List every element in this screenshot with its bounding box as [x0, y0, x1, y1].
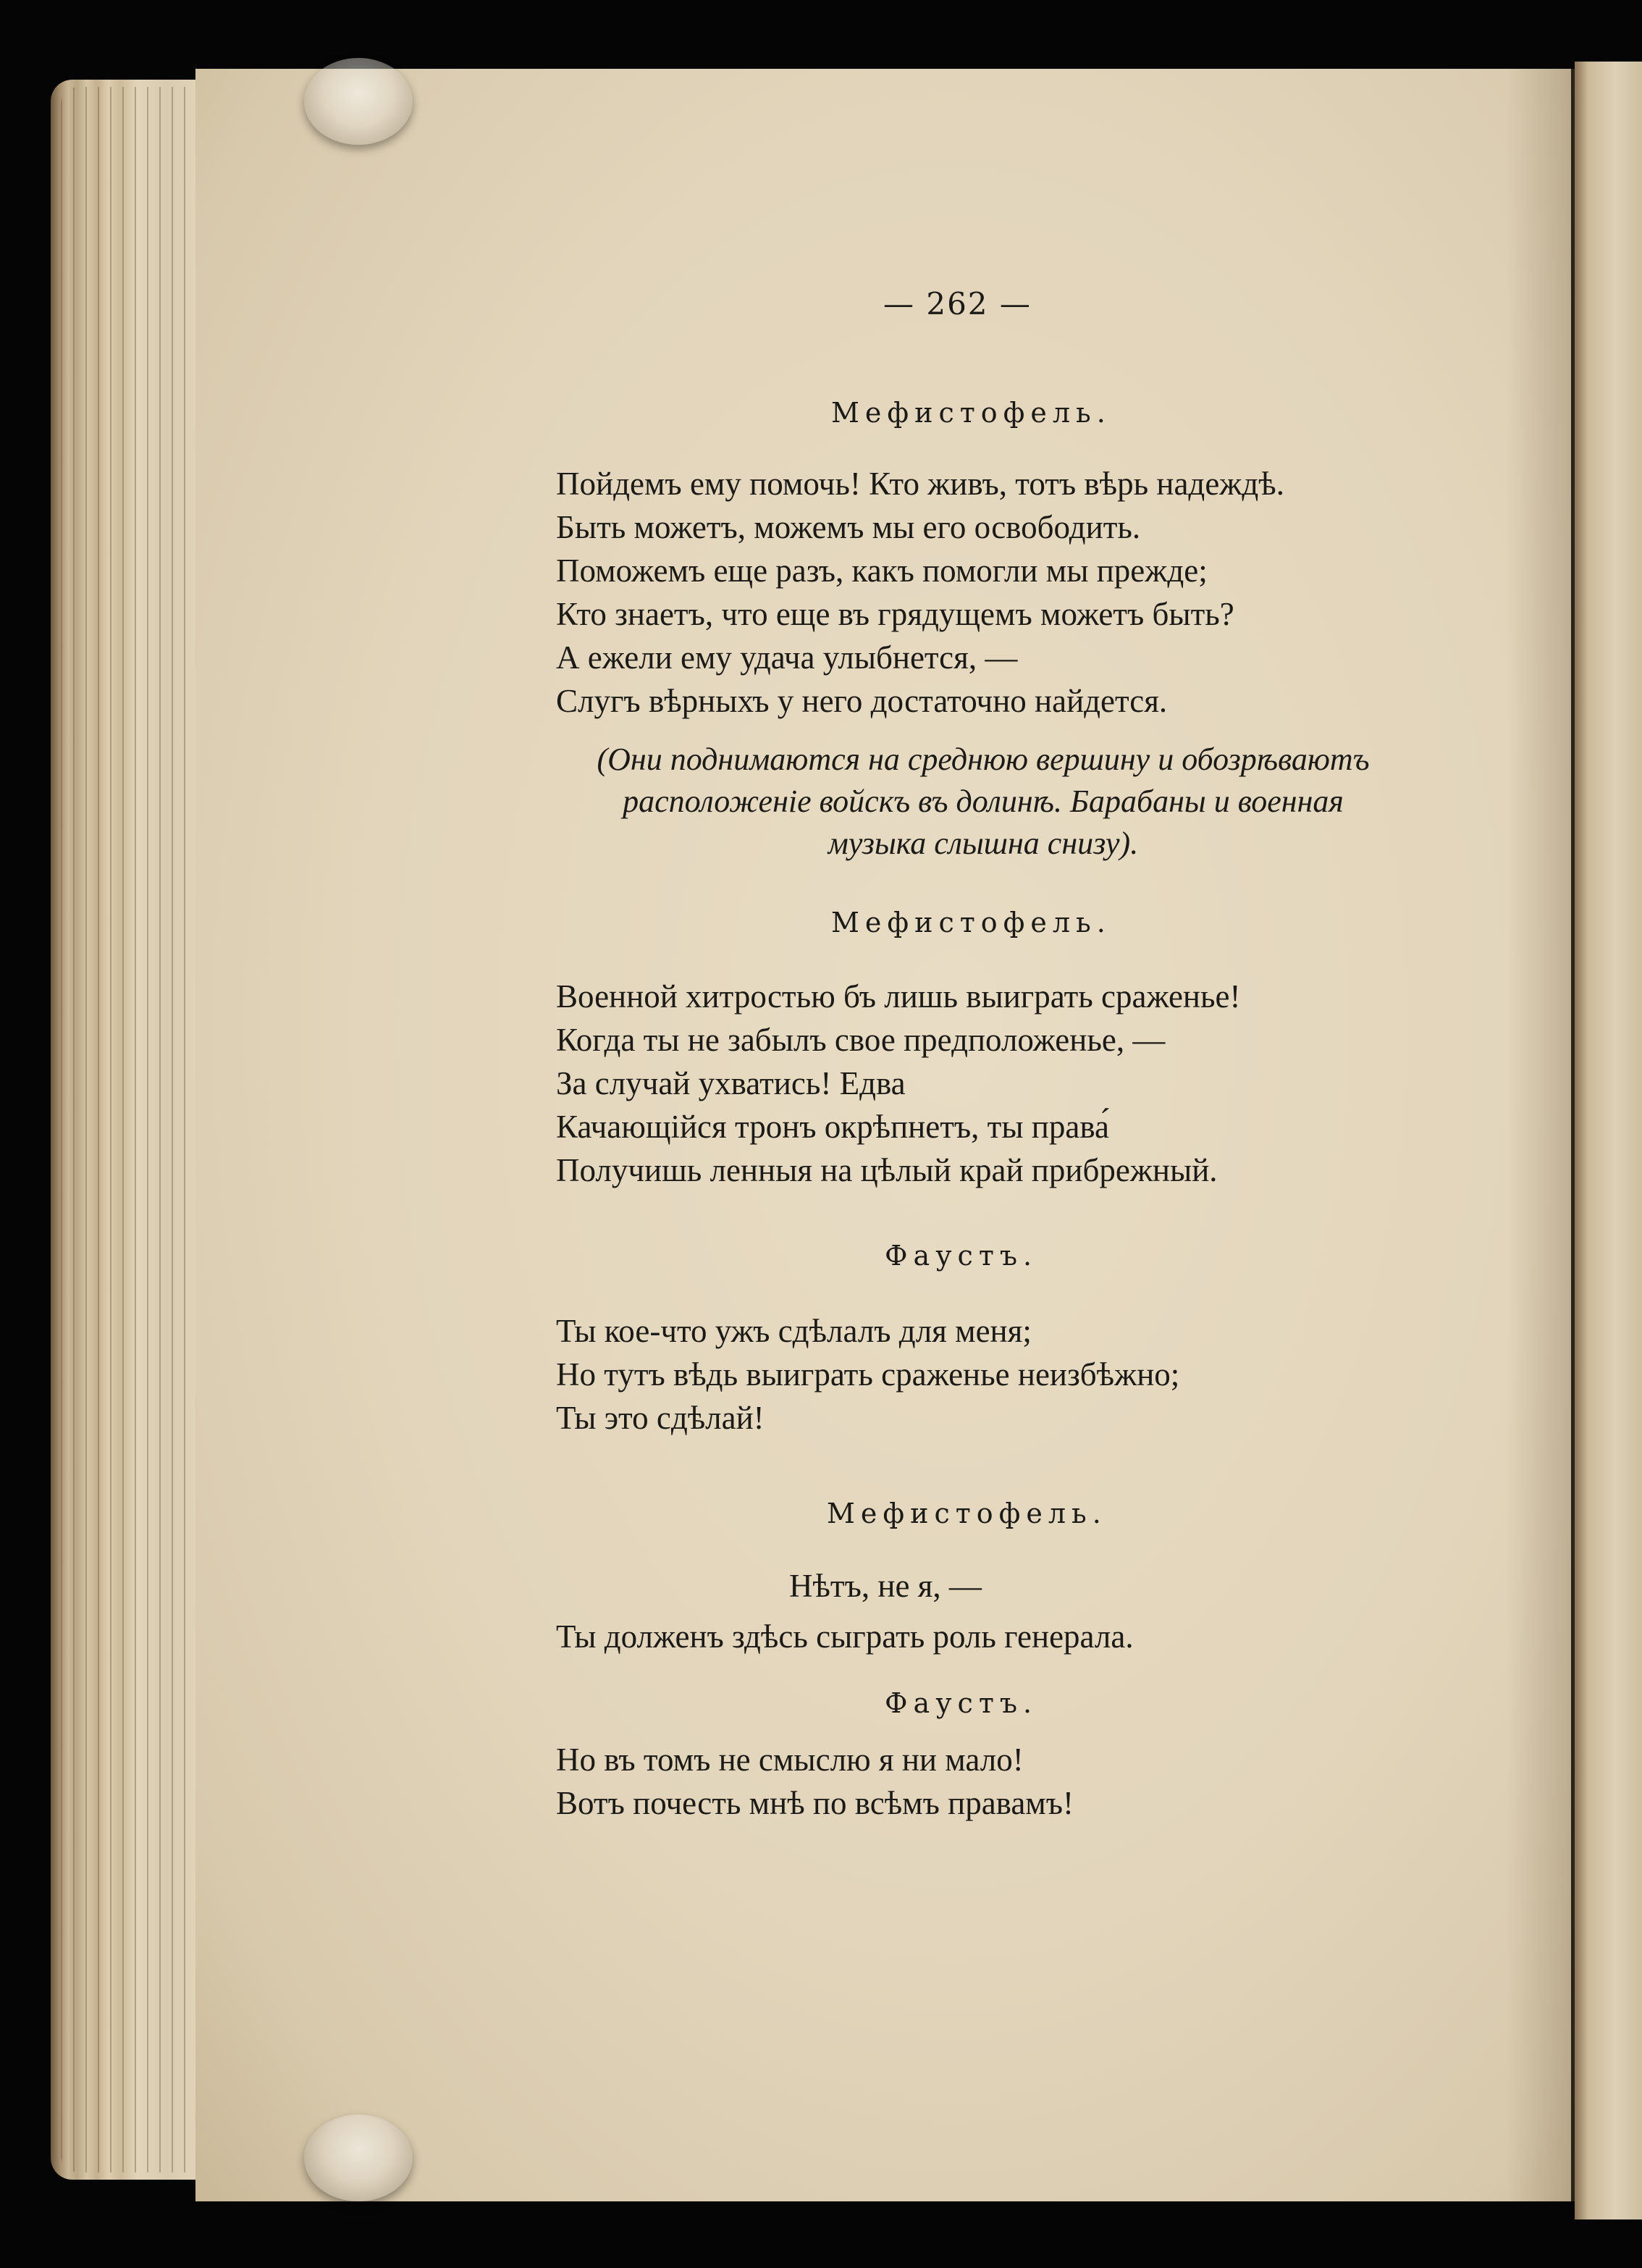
verse-line: За случай ухватись! Едва: [556, 1065, 906, 1101]
speaker-heading: Мефистофель.: [831, 907, 1111, 938]
gutter-shadow: [1506, 69, 1578, 2201]
verse-block: [556, 462, 1284, 723]
verse-line: Ты долженъ здѣсь сыграть роль генерала.: [556, 1618, 1134, 1655]
verse-line: Поможемъ еще разъ, какъ помогли мы прежде;: [556, 553, 1208, 589]
page-edge-lines: [61, 87, 191, 2172]
page-number: — 262 —: [883, 286, 1032, 322]
verse-line: Кто знаетъ, что еще въ грядущемъ можетъ быть?: [556, 596, 1234, 632]
verse-line: Ты кое-что ужъ сдѣлалъ для меня;: [556, 1313, 1032, 1349]
verse-line: А ежели ему удача улыбнется, —: [556, 639, 1018, 676]
verse-line: Получишь ленныя на цѣлый край прибрежный.: [556, 1152, 1218, 1188]
stage-direction: [556, 739, 1410, 865]
verse-line: Слугъ вѣрныхъ у него достаточно найдется.: [556, 683, 1168, 719]
verse-line: Когда ты не забылъ свое предположенье, —: [556, 1022, 1166, 1058]
speaker-heading: Мефистофель.: [827, 1498, 1107, 1529]
verse-line: Пойдемъ ему помочь! Кто живъ, тотъ вѣрь надеждѣ.: [556, 466, 1284, 502]
speaker-heading: Мефистофель.: [831, 397, 1111, 429]
speaker-heading: Фаустъ.: [885, 1687, 1038, 1719]
verse-block: [556, 1309, 1179, 1440]
stage-direction-line: (Они поднимаются на среднюю вершину и обозрѣваютъ: [597, 742, 1370, 777]
verse-line: Военной хитростью бъ лишь выиграть сраженье!: [556, 978, 1241, 1015]
stage-direction-line: расположенiе войскъ въ долинѣ. Барабаны и военная: [623, 784, 1344, 819]
speaker-heading: Фаустъ.: [885, 1240, 1038, 1272]
verse-line: Качающiйся тронъ окрѣпнетъ, ты права́: [556, 1109, 1109, 1145]
bottom-clip: [304, 2114, 413, 2201]
verse-line: Вотъ почесть мнѣ по всѣмъ правамъ!: [556, 1785, 1074, 1821]
verse-block: [556, 1738, 1074, 1825]
stage-direction-line: музыка слышна снизу).: [828, 826, 1139, 861]
verse-line: Ты это сдѣлай!: [556, 1400, 765, 1436]
verse-line: Но тутъ вѣдь выиграть сраженье неизбѣжно;: [556, 1356, 1180, 1393]
next-page-edge: [1575, 62, 1642, 2219]
top-clip: [304, 58, 413, 145]
verse-block: [556, 975, 1240, 1192]
verse-line: Но въ томъ не смыслю я ни мало!: [556, 1742, 1024, 1778]
verse-line: Быть можетъ, можемъ мы его освободить.: [556, 509, 1141, 545]
verse-line: Нѣтъ, не я, —: [789, 1568, 982, 1604]
